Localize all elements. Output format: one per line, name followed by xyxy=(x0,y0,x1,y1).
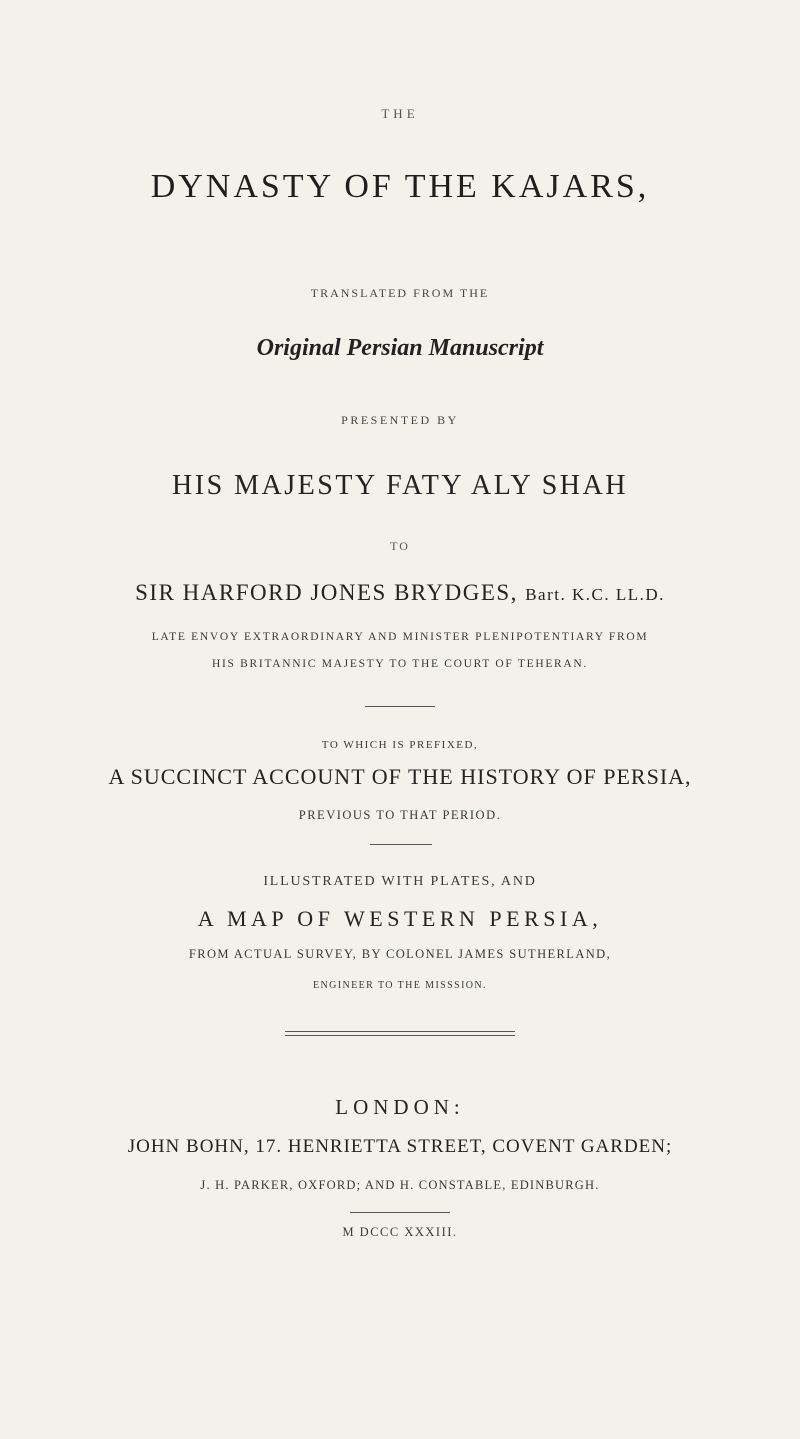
double-rule-bottom xyxy=(285,1035,515,1036)
divider-rule xyxy=(365,706,435,707)
map-title: A MAP OF WESTERN PERSIA, xyxy=(197,906,603,931)
recipient-titles: Bart. K.C. LL.D. xyxy=(525,585,665,604)
recipient-line xyxy=(0,580,800,606)
divider-rule xyxy=(350,1212,450,1213)
recipient-office-line-2: HIS BRITANNIC MAJESTY TO THE COURT OF TEHERAN. xyxy=(211,658,589,670)
previous-period-line: PREVIOUS TO THAT PERIOD. xyxy=(298,808,502,822)
imprint-city: LONDON: xyxy=(335,1095,465,1119)
the-heading: THE xyxy=(381,106,419,121)
illustrated-line: ILLUSTRATED WITH PLATES, AND xyxy=(263,874,537,889)
publisher-line: JOHN BOHN, 17. HENRIETTA STREET, COVENT GARDEN; xyxy=(127,1136,673,1157)
original-manuscript-line: Original Persian Manuscript xyxy=(256,335,544,361)
co-publishers-line: J. H. PARKER, OXFORD; AND H. CONSTABLE, EDINBURGH. xyxy=(200,1178,600,1192)
prefixed-line: TO WHICH IS PREFIXED, xyxy=(321,739,479,751)
engineer-line: ENGINEER TO THE MISSSION. xyxy=(313,980,487,991)
translated-from-line: TRANSLATED FROM THE xyxy=(310,286,490,300)
survey-line: FROM ACTUAL SURVEY, BY COLONEL JAMES SUTHERLAND, xyxy=(188,947,612,961)
recipient-name: SIR HARFORD JONES BRYDGES, xyxy=(135,580,518,605)
presented-by-line: PRESENTED BY xyxy=(341,413,459,427)
publication-date: M DCCC XXXIII. xyxy=(342,1225,458,1239)
presenter-name: HIS MAJESTY FATY ALY SHAH xyxy=(172,470,628,501)
to-line: TO xyxy=(390,539,410,553)
succinct-account-title: A SUCCINCT ACCOUNT OF THE HISTORY OF PERSIA, xyxy=(108,764,692,789)
book-title: DYNASTY OF THE KAJARS, xyxy=(150,168,650,205)
divider-rule xyxy=(370,844,432,845)
double-rule-top xyxy=(285,1031,515,1032)
recipient-office-line-1: LATE ENVOY EXTRAORDINARY AND MINISTER PLENIPOTENTIARY FROM xyxy=(151,631,649,643)
